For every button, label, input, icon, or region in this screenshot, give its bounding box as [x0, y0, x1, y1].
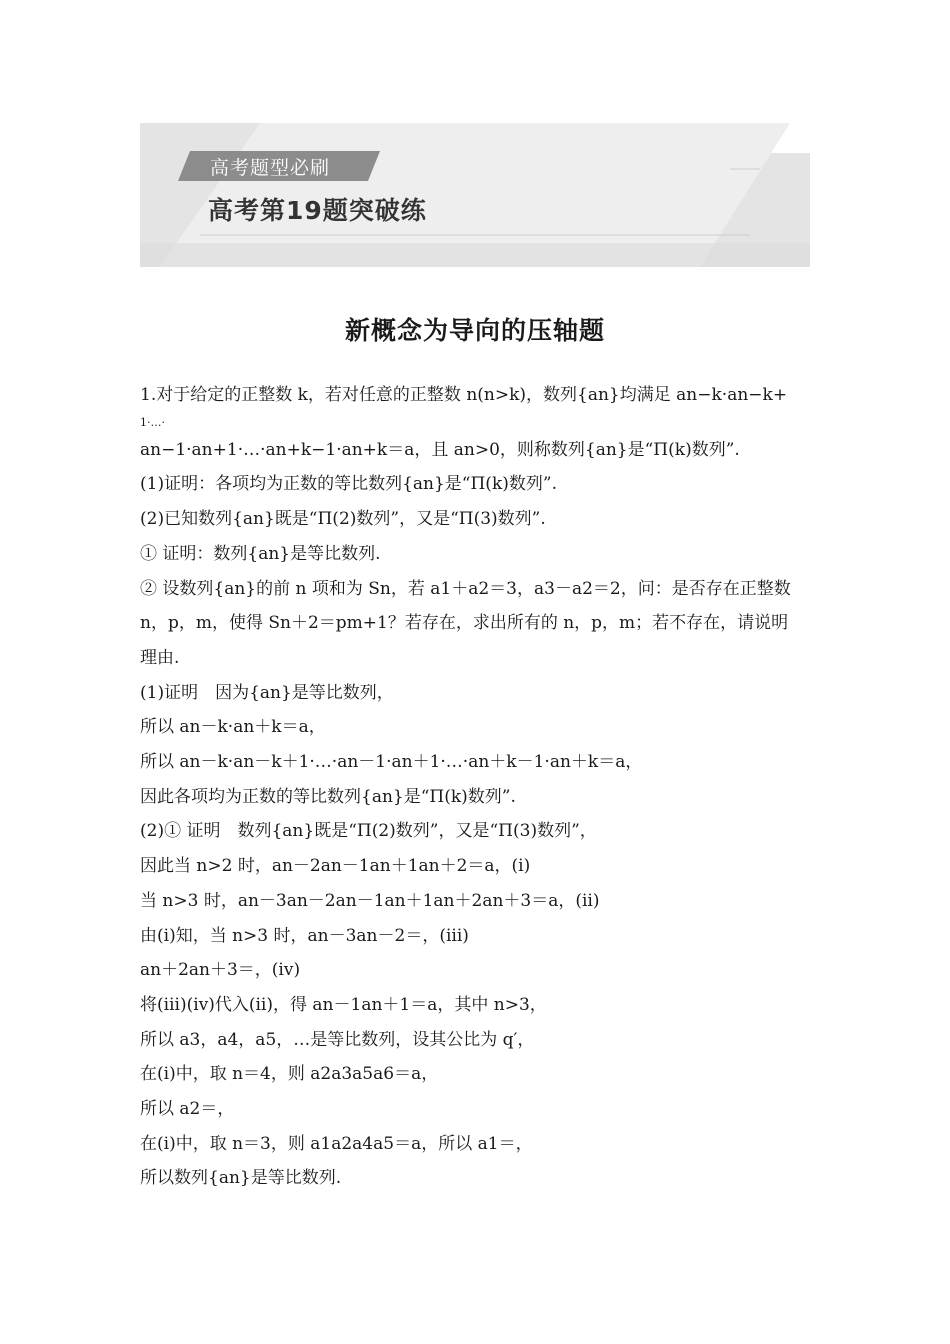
banner-title: 高考第19题突破练	[208, 196, 427, 225]
solution-line-2: 所以 an－k·an＋k＝a，	[140, 717, 326, 738]
document-body	[140, 378, 810, 1196]
solution-line-5: (2)① 证明 数列{an}既是“Π(2)数列”，又是“Π(3)数列”，	[140, 821, 597, 842]
problem-line-1b: 1·…·	[140, 415, 165, 429]
solution-line-15: 所以数列{an}是等比数列.	[140, 1168, 342, 1189]
solution-line-13: 所以 a2＝，	[140, 1099, 235, 1120]
solution-line-6: 因此当 n>2 时，an－2an－1an＋1an＋2＝a，(ⅰ)	[140, 856, 531, 877]
solution-line-10: 将(ⅲ)(ⅳ)代入(ⅱ)，得 an－1an＋1＝a，其中 n>3，	[140, 994, 547, 1015]
section-banner	[140, 123, 810, 267]
solution-line-9: an＋2an＋3＝，(ⅳ)	[140, 960, 301, 981]
solution-line-14: 在(ⅰ)中，取 n＝3，则 a1a2a4a5＝a，所以 a1＝，	[140, 1133, 533, 1154]
problem-part-2-2-end: 理由.	[140, 647, 180, 668]
problem-part-2-1: ① 证明：数列{an}是等比数列.	[140, 543, 381, 564]
solution-line-12: 在(ⅰ)中，取 n＝4，则 a2a3a5a6＝a，	[140, 1064, 439, 1085]
problem-part-1: (1)证明：各项均为正数的等比数列{an}是“Π(k)数列”.	[140, 474, 557, 495]
solution-line-11: 所以 a3，a4，a5，…是等比数列，设其公比为 q′，	[140, 1029, 535, 1050]
document-title: 新概念为导向的压轴题	[344, 316, 605, 345]
problem-part-2-2: ② 设数列{an}的前 n 项和为 Sn，若 a1＋a2＝3，a3－a2＝2，问：是否存在正整数	[140, 578, 791, 599]
banner-tag: 高考题型必刷	[210, 157, 331, 179]
problem-part-2: (2)已知数列{an}既是“Π(2)数列”，又是“Π(3)数列”.	[140, 509, 546, 530]
problem-line-2: an−1·an+1·…·an+k−1·an+k＝a，且 an>0，则称数列{an}是“Π(k)数列”.	[140, 439, 740, 460]
solution-line-7: 当 n>3 时，an－3an－2an－1an＋1an＋2an＋3＝a，(ⅱ)	[140, 890, 600, 911]
problem-part-2-2-cont: n，p，m，使得 Sn＋2＝pm+1？若存在，求出所有的 n，p，m；若不存在，请说明	[140, 613, 789, 634]
solution-line-3: 所以 an－k·an－k＋1·…·an－1·an＋1·…·an＋k－1·an＋k＝a，	[140, 752, 643, 773]
solution-line-4: 因此各项均为正数的等比数列{an}是“Π(k)数列”.	[140, 786, 516, 807]
problem-line-1: 1.对于给定的正整数 k，若对任意的正整数 n(n>k)，数列{an}均满足 an−k·an−k+	[140, 385, 788, 405]
solution-line-1: (1)证明 因为{an}是等比数列，	[140, 682, 394, 703]
solution-line-8: 由(ⅰ)知，当 n>3 时，an－3an－2＝，(ⅲ)	[140, 925, 469, 946]
